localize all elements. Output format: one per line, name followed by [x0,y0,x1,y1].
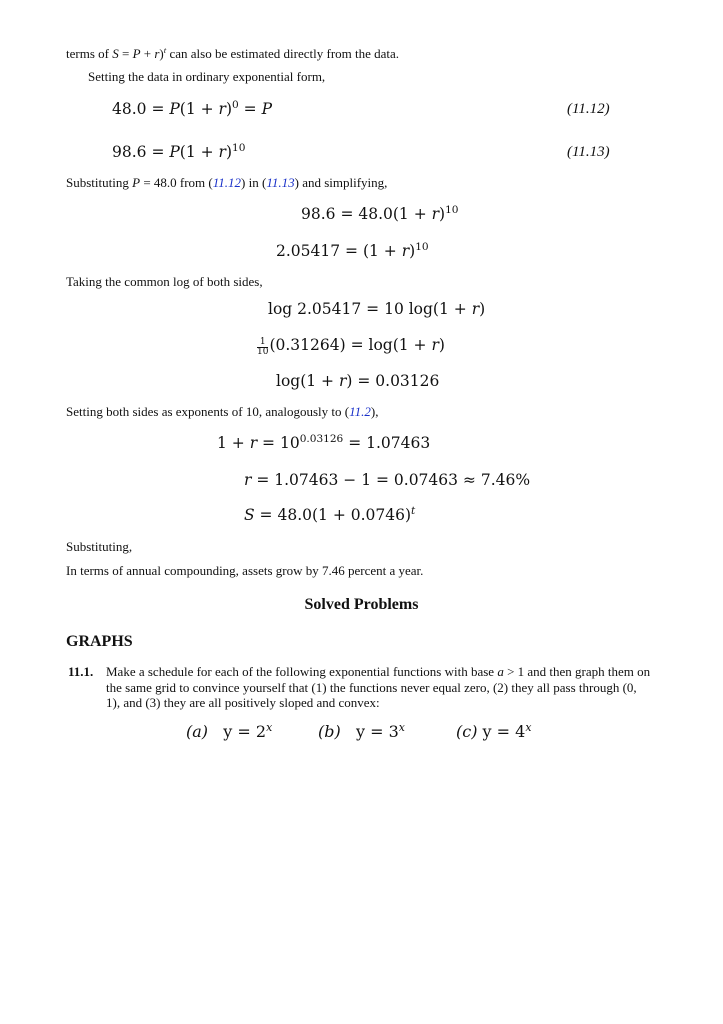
equation-exp-1: $1 + r = 10^{0.03126} = 1.07463$ [217,433,431,452]
log-intro-line: Taking the common log of both sides, [66,274,263,289]
equation-exp-3: $S = 48.0(1 + 0.0746)^t$ [244,505,416,524]
equation-ref-11-13[interactable]: 11.13 [266,175,295,190]
equation-exp-2: r = 1.07463 − 1 = 0.07463 ≈ 7.46% [244,471,531,489]
equation-ref-11-2[interactable]: 11.2 [349,404,371,419]
problem-text: Make a schedule for each of the following exponential functions with base a > 1 and then graph them on the same grid to convince yourself that (1) the functions never equal zero, (2) they all pass through (0, 1), and (3) they are all positively sloped and convex: [106,664,651,710]
equation-11-13: $98.6 = P(1 + r)^{10}$ [112,142,246,161]
choice-c: (c) $y = 4^x$ [456,721,532,741]
problem-number: 11.1. [68,664,94,679]
equation-11-12: $48.0 = P(1 + r)^0 = P$ [112,99,273,118]
intro-line-1: terms of S = P + r)$^t$ can also be estimated directly from the data. [66,45,400,61]
solved-problems-heading: Solved Problems [304,596,419,613]
equation-step-1: $98.6 = 48.0(1 + r)^{10}$ [301,204,459,223]
graphs-heading: GRAPHS [66,633,133,650]
choice-a: (a) $y = 2^x$ [186,721,273,741]
equation-ref-11-12[interactable]: 11.12 [212,175,242,190]
fraction-one-tenth: $\frac{1}{10}$ [257,337,269,358]
equation-log-3: log(1 + r) = 0.03126 [276,372,440,390]
exponent-intro-line: Setting both sides as exponents of 10, analogously to (11.2), [66,404,379,419]
annual-compounding-line: In terms of annual compounding, assets grow by 7.46 percent a year. [66,563,424,578]
intro-line-2: Setting the data in ordinary exponential form, [88,69,326,84]
equation-number-11-12: (11.12) [567,101,610,117]
equation-number-11-13: (11.13) [567,144,610,160]
equation-step-2: $2.05417 = (1 + r)^{10}$ [276,241,429,260]
substituting-2: Substituting, [66,539,133,554]
equation-log-2: $\frac{1}{10}$ (0.31264) = log(1 + r) [257,336,445,358]
choice-b: (b) $y = 3^x$ [318,721,405,741]
equation-log-1: log 2.05417 = 10 log(1 + r) [268,300,486,318]
substituting-line: Substituting P = 48.0 from (11.12) in (11.13) and simplifying, [66,175,388,190]
